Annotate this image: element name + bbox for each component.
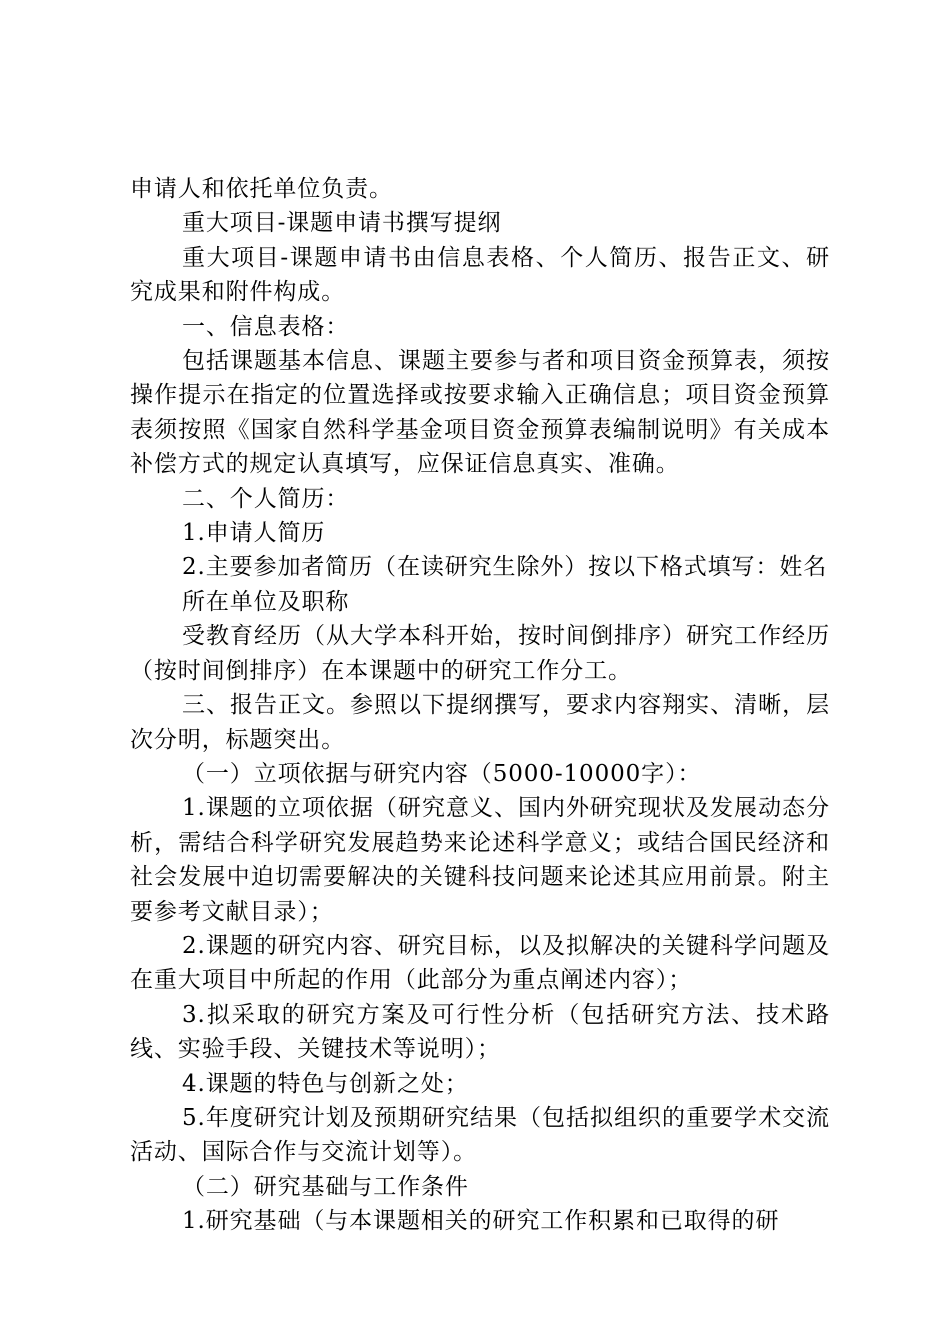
subsection-heading: （一）立项依据与研究内容（5000-10000字）： — [182, 760, 702, 787]
paragraph: 重大项目-课题申请书由信息表格、个人简历、报告正文、研究成果和附件构成。 — [130, 244, 830, 306]
paragraph: 申请人和依托单位负责。 — [130, 176, 393, 202]
list-item: 2.主要参加者简历（在读研究生除外）按以下格式填写：姓名 — [182, 554, 828, 581]
paragraph: 受教育经历（从大学本科开始，按时间倒排序）研究工作经历（按时间倒排序）在本课题中的研究工作分工。 — [130, 623, 830, 684]
section-heading: 重大项目-课题申请书撰写提纲 — [182, 210, 502, 237]
list-item: 2.课题的研究内容、研究目标，以及拟解决的关键科学问题及在重大项目中所起的作用（此部分为重点阐述内容）； — [130, 932, 830, 994]
section-heading: 二、个人简历： — [182, 485, 350, 512]
list-item: 5.年度研究计划及预期研究结果（包括拟组织的重要学术交流活动、国际合作与交流计划等）。 — [130, 1104, 830, 1166]
subsection-heading: （二）研究基础与工作条件 — [182, 1173, 469, 1200]
list-item: 4.课题的特色与创新之处； — [182, 1070, 469, 1097]
list-item: 1.课题的立项依据（研究意义、国内外研究现状及发展动态分析，需结合科学研究发展趋势来论述科学意义；或结合国民经济和社会发展中迫切需要解决的关键科技问题来论述其应用前景。附主要参考文献目录）； — [130, 795, 830, 925]
paragraph: 包括课题基本信息、课题主要参与者和项目资金预算表，须按操作提示在指定的位置选择或按要求输入正确信息；项目资金预算表须按照《国家自然科学基金项目资金预算表编制说明》有关成本补偿方式的规定认真填写，应保证信息真实、准确。 — [130, 348, 830, 478]
list-item: 1.申请人简历 — [182, 520, 326, 547]
section-heading: 一、信息表格： — [182, 313, 350, 340]
paragraph: 所在单位及职称 — [182, 588, 350, 615]
document-page — [130, 172, 830, 1239]
section-heading: 三、报告正文。参照以下提纲撰写，要求内容翔实、清晰，层次分明，标题突出。 — [130, 692, 830, 753]
list-item: 3.拟采取的研究方案及可行性分析（包括研究方法、技术路线、实验手段、关键技术等说明）； — [130, 1001, 830, 1063]
list-item: 1.研究基础（与本课题相关的研究工作积累和已取得的研 — [182, 1208, 780, 1235]
